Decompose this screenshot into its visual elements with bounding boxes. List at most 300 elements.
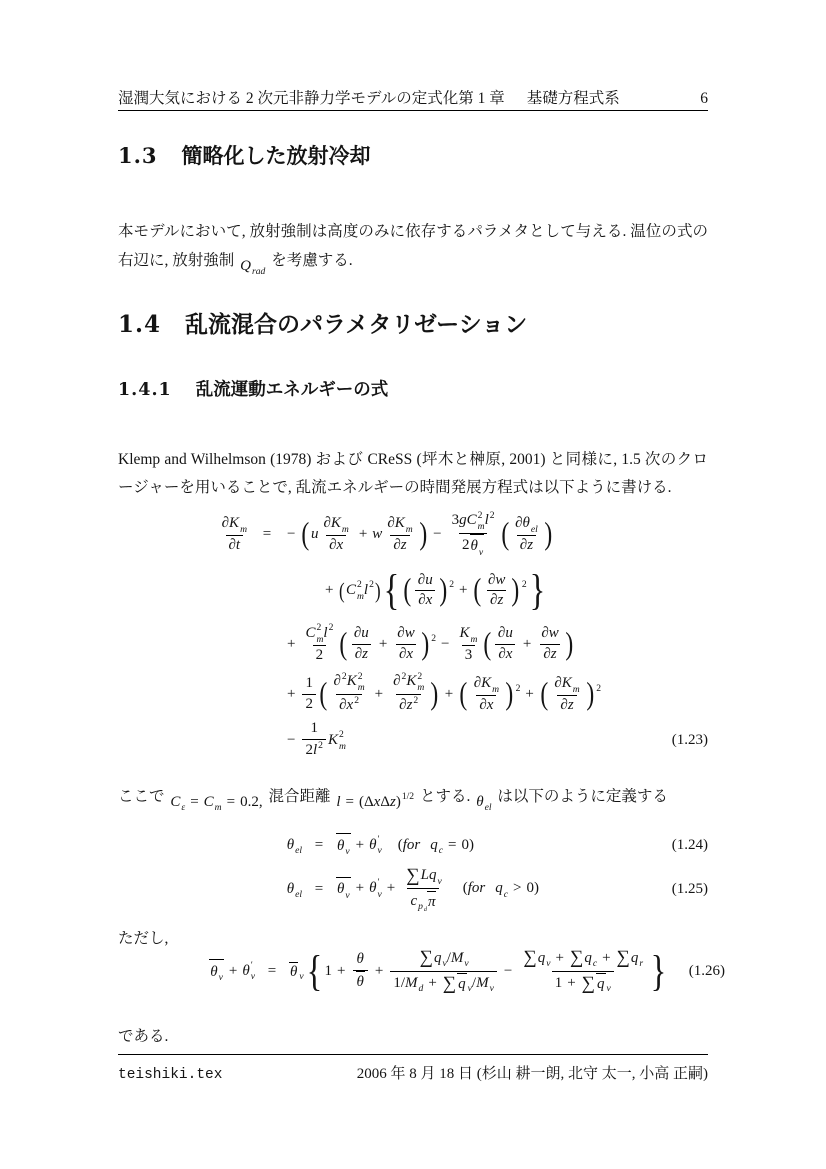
math-token (458, 672, 520, 715)
math-token (512, 512, 541, 555)
math-token: u (310, 525, 319, 542)
math-token (474, 672, 499, 695)
math-token: (Δ (358, 793, 374, 810)
math-token (479, 536, 483, 559)
math-token (339, 729, 346, 741)
math-token (338, 624, 436, 664)
math-token (478, 510, 485, 522)
math-token (531, 524, 538, 536)
math-token: 2 (477, 509, 483, 521)
math-token (522, 579, 527, 591)
math-token: ∂z (519, 537, 534, 554)
math-token: ε (181, 801, 186, 813)
math-token: + (287, 685, 296, 702)
math-token (459, 533, 487, 559)
math-token (345, 879, 349, 890)
math-token (302, 674, 316, 694)
math-token (515, 512, 538, 535)
math-token: K (346, 673, 357, 690)
math-token: 2 (357, 670, 363, 682)
math-token (478, 521, 485, 533)
math-token (540, 644, 559, 665)
math-token (219, 972, 223, 984)
math-token (459, 622, 477, 645)
math-token: ∂x (418, 592, 433, 608)
math-token: + (337, 962, 346, 979)
math-token (546, 958, 550, 970)
math-token (170, 788, 185, 817)
math-token (318, 671, 440, 718)
math-token: { (384, 566, 400, 615)
paragraph-constants (118, 782, 708, 817)
math-token: θ (286, 836, 295, 853)
math-token (431, 644, 436, 655)
math-token (219, 961, 223, 984)
math-token (573, 684, 580, 696)
math-token (302, 622, 336, 645)
math-token: x (373, 793, 381, 810)
math-token: el (530, 523, 538, 535)
math-token (342, 512, 349, 523)
math-token: 2 (596, 682, 602, 694)
math-token: θ (337, 837, 345, 854)
math-token (639, 958, 643, 970)
math-token: v (489, 983, 494, 995)
math-token: } (529, 566, 545, 615)
math-token: v (467, 983, 472, 995)
math-token (419, 972, 424, 983)
math-token (215, 791, 222, 802)
math-token: + (287, 635, 296, 652)
math-token (476, 695, 496, 716)
math-token (449, 579, 454, 602)
math-token: ) (544, 515, 552, 551)
math-token: m (417, 682, 425, 694)
math-token: l (363, 582, 369, 598)
math-token: 3 (464, 647, 473, 664)
math-token: for (467, 880, 486, 897)
math-token (431, 633, 436, 645)
math-token (384, 512, 415, 555)
math-token: v (345, 889, 350, 901)
equations-1-24-1-25 (118, 828, 708, 916)
section-1-4-heading (118, 306, 708, 339)
paragraph-text: は以下のように定義する (497, 787, 668, 805)
math-token (342, 524, 349, 536)
math-token (406, 512, 413, 535)
math-token (593, 947, 597, 970)
math-token (531, 512, 538, 535)
math-token (539, 672, 601, 715)
math-token: ∂x (339, 697, 354, 714)
math-token: ∂u (497, 625, 513, 641)
math-token (349, 624, 420, 664)
math-token (596, 683, 601, 695)
math-token (458, 672, 514, 715)
math-token (402, 864, 444, 915)
math-token (437, 876, 441, 888)
math-token: 1 (310, 720, 318, 736)
math-token: θ (210, 963, 218, 980)
math-token: + (602, 949, 611, 966)
equals-sign: = (314, 880, 324, 897)
math-token: m (341, 523, 349, 535)
math-token (353, 970, 368, 993)
math-token (490, 510, 495, 522)
math-token (316, 634, 323, 646)
math-token: q (597, 975, 605, 992)
math-token (439, 845, 443, 857)
equation-rhs (336, 833, 652, 858)
math-token (490, 983, 494, 995)
math-token (336, 694, 362, 718)
math-token (336, 833, 351, 858)
math-token: 2 (462, 537, 470, 554)
math-token (492, 672, 499, 695)
equation-rhs-line4 (282, 671, 652, 718)
math-token (219, 512, 250, 555)
math-token (531, 512, 538, 523)
paragraph-text: 混合距離 (268, 787, 331, 805)
math-token (512, 512, 541, 535)
math-token (434, 947, 447, 970)
math-token: 2 (305, 742, 313, 759)
math-token (402, 571, 454, 611)
math-token (305, 624, 315, 644)
math-token (516, 694, 521, 705)
math-token (181, 791, 185, 814)
paragraph-closure: Klemp and Wilhelmson (1978) および CReSS (坪木と榊原, 2001) と同様に, 1.5 次のクロージャーを用いることで, 乱流エネルギーの時間発展方程式は以下ように書ける. (118, 450, 708, 496)
math-token: q (537, 949, 546, 966)
math-token: c (438, 844, 444, 856)
equation-line (118, 562, 708, 619)
equals-sign: = (267, 962, 277, 979)
math-token (417, 682, 424, 694)
math-token (377, 834, 381, 846)
equals-sign: = (262, 525, 272, 542)
math-token: 2 (305, 695, 313, 712)
math-token (351, 624, 372, 664)
math-token (204, 788, 214, 817)
equation-rhs-line1 (282, 510, 652, 559)
math-token: q (433, 949, 442, 966)
math-token: + (374, 685, 384, 702)
math-token (449, 579, 454, 591)
math-token (519, 946, 646, 970)
math-token: v (345, 845, 350, 857)
math-token (304, 946, 669, 996)
math-token (342, 512, 349, 535)
math-token (495, 878, 508, 901)
math-token: } (650, 946, 667, 995)
equation-line (118, 669, 708, 719)
math-token: for (402, 836, 421, 853)
math-token (495, 624, 516, 664)
inline-math-mixing-length (336, 788, 414, 817)
math-token: 2 (318, 739, 323, 751)
math-token: ∂K (221, 515, 240, 531)
math-token (451, 949, 464, 969)
math-token: 2 (417, 670, 423, 682)
math-token (485, 802, 492, 814)
math-token: + (525, 685, 534, 702)
footer (118, 1062, 708, 1083)
math-token (430, 837, 438, 854)
math-token: = (448, 836, 457, 853)
math-token: el (295, 844, 302, 856)
math-token: C (466, 512, 477, 529)
math-token: θ (242, 962, 250, 979)
math-token: θ (470, 538, 478, 555)
math-token (434, 949, 442, 969)
math-token (242, 960, 255, 983)
math-token (345, 835, 349, 846)
math-token (456, 622, 480, 645)
math-token (402, 571, 526, 611)
math-token (573, 672, 580, 695)
math-token: L (420, 867, 429, 884)
math-token: ∂K (473, 675, 492, 691)
math-token: ( (339, 577, 346, 603)
math-token (456, 622, 480, 665)
math-token (181, 802, 185, 814)
math-token (295, 845, 302, 857)
math-token (402, 571, 448, 611)
page-number: 6 (700, 90, 708, 107)
math-token (485, 791, 492, 814)
math-token (552, 971, 614, 996)
equation-number-1-23: (1.23) (671, 732, 708, 749)
math-token: ) (395, 793, 401, 810)
math-token (338, 624, 430, 664)
math-token: + (567, 974, 576, 991)
math-token (222, 512, 247, 535)
math-token: M (450, 949, 464, 966)
math-token (252, 266, 265, 278)
math-token: + (325, 582, 334, 598)
math-token: m (338, 740, 346, 752)
math-token (364, 579, 374, 602)
math-token (357, 591, 364, 603)
math-token (210, 964, 217, 981)
math-token (631, 947, 643, 970)
math-token (295, 878, 302, 901)
math-token: ( (462, 880, 468, 897)
math-token: + (428, 974, 437, 991)
math-token (522, 591, 527, 602)
math-token (449, 510, 498, 533)
math-token (584, 949, 592, 969)
math-token (210, 961, 223, 984)
math-token (478, 510, 485, 533)
paragraph-tadashi: ただし, (118, 929, 169, 947)
math-token: v (546, 958, 551, 970)
math-token (289, 960, 304, 983)
math-token (413, 571, 438, 611)
math-token (471, 672, 502, 695)
math-token: θ (286, 880, 295, 897)
math-token (302, 674, 316, 714)
math-token (406, 512, 413, 523)
header-title: 湿潤大気における 2 次元非静力学モデルの定式化第 1 章 (118, 90, 505, 107)
math-token (584, 947, 597, 970)
math-token: l (484, 512, 489, 529)
math-token: − (287, 732, 296, 749)
math-token (430, 834, 443, 857)
math-token (410, 892, 417, 912)
math-token (313, 740, 323, 763)
equation-lhs (118, 834, 302, 857)
math-token (467, 510, 485, 533)
math-token: C (203, 793, 214, 810)
header-chapter: 基礎方程式系 (526, 90, 620, 107)
math-token (416, 946, 472, 970)
math-token (495, 880, 503, 897)
math-token (539, 672, 595, 715)
math-token (472, 571, 526, 611)
math-token (469, 672, 504, 715)
paragraph-text: を考慮する. (271, 251, 353, 269)
math-token: Δ (380, 793, 390, 810)
math-token (390, 971, 497, 996)
math-token: ∂w (397, 625, 415, 641)
math-token (472, 571, 520, 611)
math-token (639, 947, 643, 970)
math-token: l (312, 742, 318, 759)
math-token (470, 622, 477, 633)
math-token (289, 962, 298, 981)
math-token: θ (476, 793, 484, 810)
subsection-number: 1.4.1 (118, 380, 172, 400)
math-token: v (377, 888, 382, 900)
math-token (419, 972, 424, 995)
math-token (318, 751, 323, 762)
math-token: θ (356, 951, 364, 967)
math-token: ( (397, 836, 403, 853)
math-token (470, 622, 477, 645)
math-token: ) (418, 515, 427, 551)
math-token: 0 (461, 836, 469, 853)
math-token (345, 835, 349, 858)
equation-lhs (118, 512, 252, 555)
math-token (546, 947, 550, 958)
math-token (631, 949, 639, 969)
math-token (437, 865, 441, 888)
math-token: − (503, 962, 513, 979)
math-token: ∂z (399, 697, 413, 714)
math-token (427, 891, 437, 913)
math-token (396, 644, 416, 665)
running-header (118, 86, 708, 108)
math-token: 2 (315, 647, 324, 664)
math-token (352, 644, 371, 665)
math-token (219, 961, 223, 972)
math-token (413, 706, 418, 717)
math-token (417, 671, 424, 683)
equation-lhs (118, 878, 302, 901)
equals-sign: = (314, 836, 324, 853)
math-token (336, 877, 351, 902)
math-token (359, 788, 414, 817)
math-token (390, 671, 427, 694)
math-token (407, 888, 439, 914)
math-token (313, 741, 317, 761)
math-token (405, 974, 418, 994)
math-token: − (287, 525, 296, 542)
math-token (607, 972, 611, 995)
math-token (471, 672, 502, 715)
math-token (402, 802, 414, 813)
equation-rhs-line2 (282, 566, 652, 615)
math-token (495, 644, 515, 665)
math-token (337, 838, 344, 855)
math-token: 2 (338, 729, 344, 741)
math-token: m (470, 633, 478, 645)
math-token: 2 (489, 509, 495, 521)
math-token (396, 694, 421, 718)
equation-lhs (118, 959, 255, 984)
math-token: 0 (526, 880, 534, 897)
equation-line (118, 719, 708, 762)
math-token (333, 672, 340, 692)
math-token (490, 510, 495, 533)
math-token (318, 740, 323, 763)
math-token (485, 791, 492, 802)
math-token: w (372, 525, 383, 542)
math-token: m (477, 521, 485, 533)
math-token: ( (483, 625, 492, 661)
math-token (323, 624, 327, 644)
math-token: ∑ (581, 972, 596, 994)
math-token (240, 252, 251, 281)
math-token: v (437, 875, 442, 887)
math-token (316, 622, 323, 634)
math-token (557, 695, 576, 716)
math-token (369, 880, 376, 897)
math-token (346, 579, 364, 602)
math-token (219, 512, 250, 535)
math-token (476, 974, 489, 994)
math-token (302, 694, 316, 715)
math-token (393, 672, 400, 692)
math-token: c (410, 892, 418, 909)
math-token (538, 949, 546, 969)
math-token: ( (540, 675, 549, 711)
equation-rhs-line3 (282, 622, 652, 666)
math-token: ∂z (543, 645, 557, 662)
math-token: z (389, 793, 396, 810)
math-token (418, 889, 427, 914)
math-token (377, 834, 381, 857)
math-token (485, 511, 489, 531)
math-token: m (405, 523, 413, 535)
math-token (402, 791, 414, 803)
math-token (369, 837, 376, 854)
math-token (320, 512, 351, 555)
equation-line (118, 944, 726, 998)
math-token (323, 622, 333, 645)
math-token (459, 624, 469, 644)
math-token: v (478, 546, 484, 558)
math-token (485, 571, 508, 591)
math-token: ) (533, 880, 539, 897)
math-token: 2 (341, 670, 347, 682)
math-token (346, 582, 356, 599)
math-token (492, 684, 499, 696)
math-token (485, 510, 495, 533)
math-token (354, 695, 359, 718)
math-token (295, 834, 302, 857)
